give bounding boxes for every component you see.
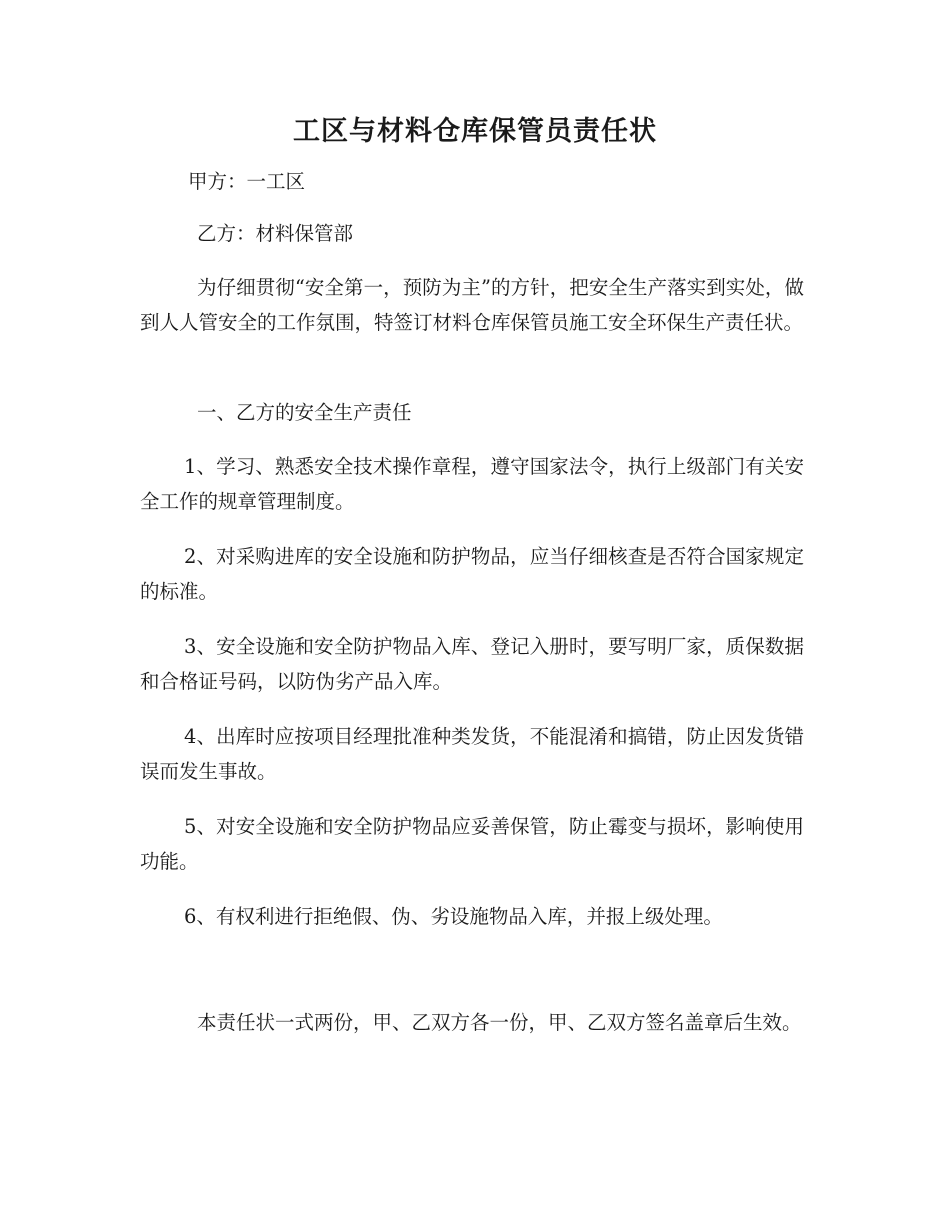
section-heading: 一、乙方的安全生产责任: [197, 401, 412, 424]
responsibility-item-1: 1、学习、熟悉安全技术操作章程，遵守国家法令，执行上级部门有关安全工作的规章管理制度。: [140, 455, 804, 513]
responsibility-item-3: 3、安全设施和安全防护物品入库、登记入册时，要写明厂家，质保数据和合格证号码，以防伪劣产品入库。: [140, 635, 804, 693]
closing-paragraph: 本责任状一式两份，甲、乙双方各一份，甲、乙双方签名盖章后生效。: [197, 1011, 802, 1034]
responsibility-item-5: 5、对安全设施和安全防护物品应妥善保管，防止霉变与损坏，影响使用功能。: [140, 815, 804, 873]
intro-paragraph: 为仔细贯彻“安全第一，预防为主”的方针，把安全生产落实到实处，做到人人管安全的工作氛围，特签订材料仓库保管员施工安全环保生产责任状。: [140, 276, 804, 334]
responsibility-item-2: 2、对采购进库的安全设施和防护物品，应当仔细核查是否符合国家规定的标准。: [140, 545, 804, 603]
party-b: 乙方：材料保管部: [197, 222, 354, 245]
responsibility-item-6: 6、有权利进行拒绝假、伪、劣设施物品入库，并报上级处理。: [184, 905, 723, 928]
party-a: 甲方：一工区: [188, 170, 306, 193]
responsibility-item-4: 4、出库时应按项目经理批准种类发货，不能混淆和搞错，防止因发货错误而发生事故。: [140, 725, 804, 783]
document-title: 工区与材料仓库保管员责任状: [293, 116, 657, 147]
